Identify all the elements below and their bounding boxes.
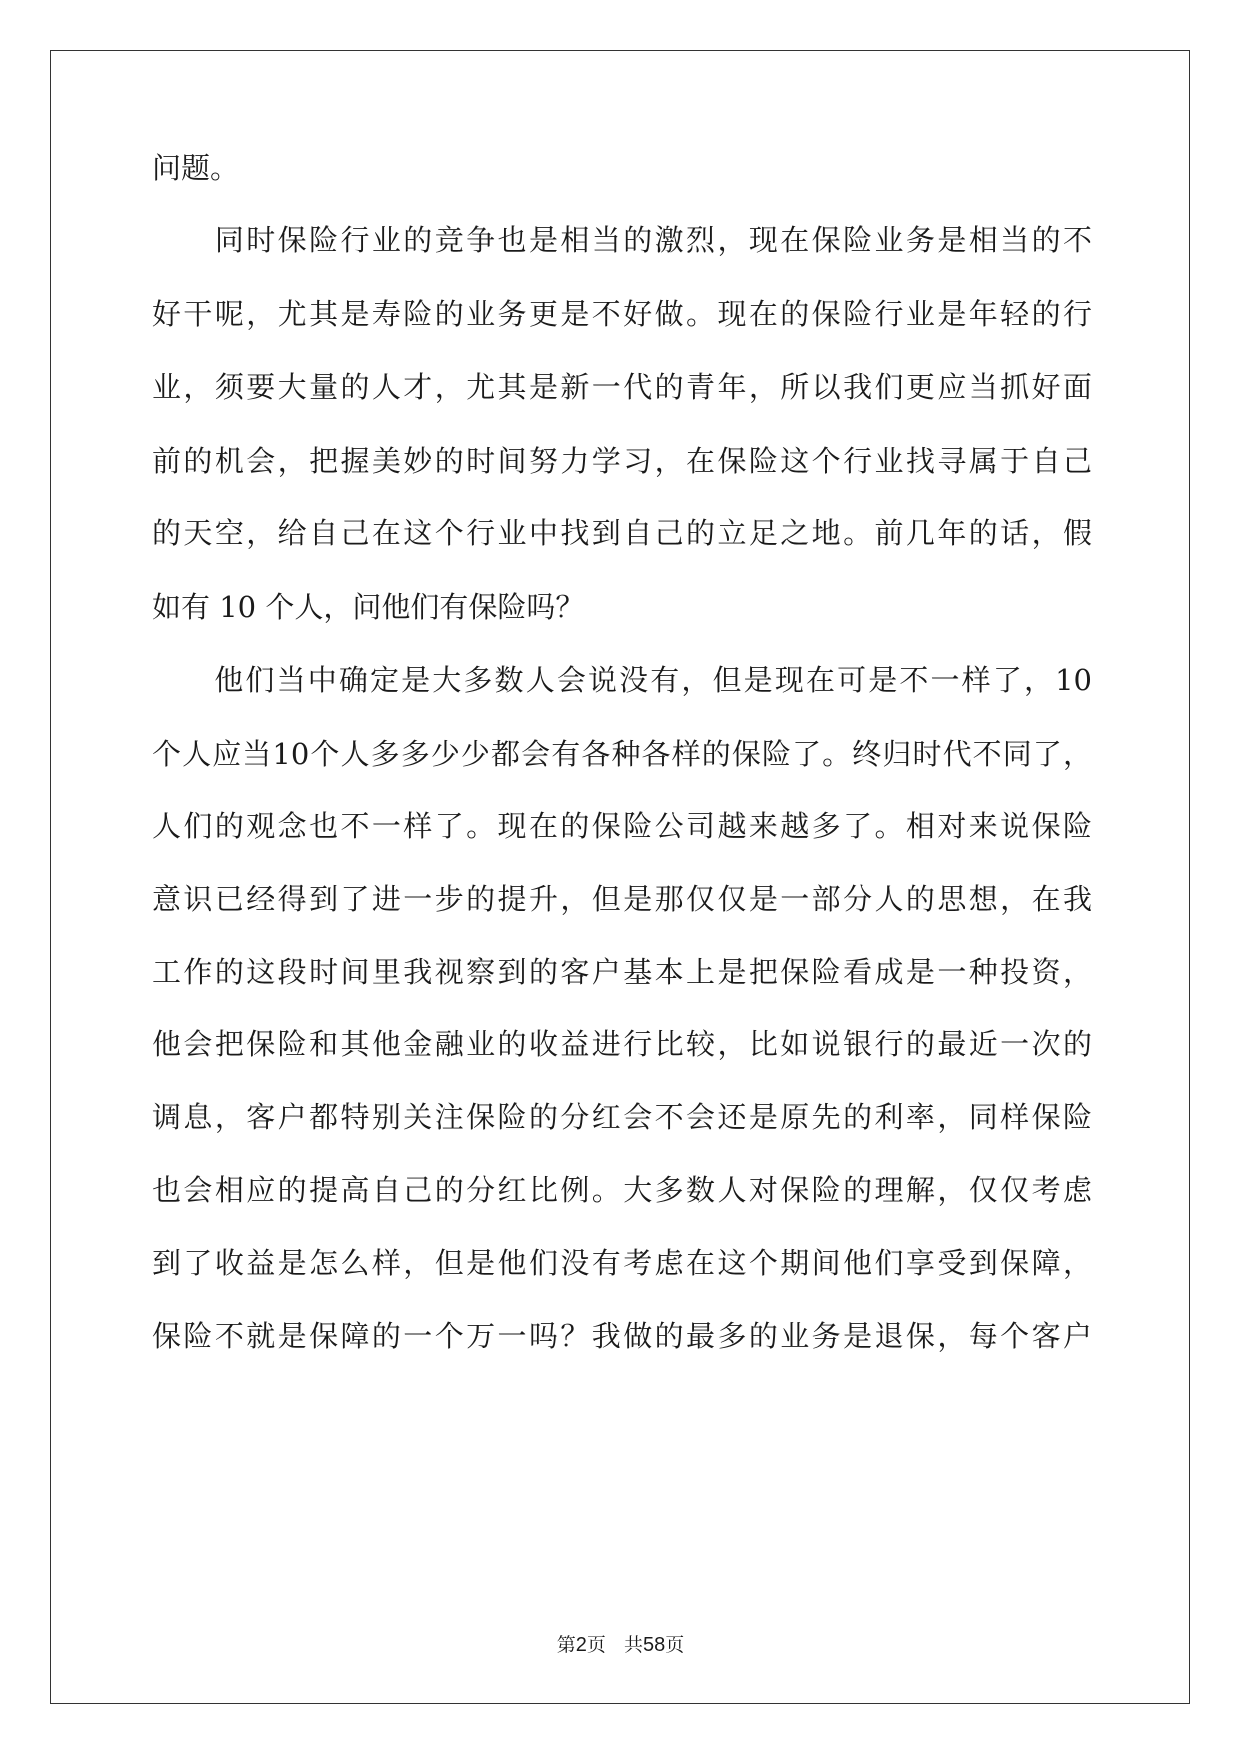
text-line: 问题。 (152, 151, 240, 185)
footer-prefix: 第 (556, 1634, 576, 1656)
text-line: 个人应当10个人多多少少都会有各种各样的保险了。终归时代不同了， (152, 737, 1092, 771)
text-line: 他会把保险和其他金融业的收益进行比较，比如说银行的最近一次的 (152, 1027, 1092, 1061)
footer-total-prefix: 共 (624, 1634, 644, 1656)
text-line: 保险不就是保障的一个万一吗？我做的最多的业务是退保，每个客户 (152, 1319, 1092, 1353)
footer-page-suffix: 页 (586, 1634, 606, 1656)
text-line: 的天空，给自己在这个行业中找到自己的立足之地。前几年的话，假 (152, 516, 1092, 550)
text-line: 工作的这段时间里我视察到的客户基本上是把保险看成是一种投资， (152, 955, 1092, 989)
text-line: 调息，客户都特别关注保险的分红会不会还是原先的利率，同样保险 (152, 1100, 1092, 1134)
text-line: 也会相应的提高自己的分红比例。大多数人对保险的理解，仅仅考虑 (152, 1173, 1092, 1207)
footer-page-number: 2 (575, 1634, 587, 1656)
text-line: 如有 10 个人，问他们有保险吗？ (152, 590, 585, 624)
text-line: 他们当中确定是大多数人会说没有，但是现在可是不一样了，10 (152, 663, 1092, 697)
text-line: 业，须要大量的人才，尤其是新一代的青年，所以我们更应当抓好面 (152, 370, 1092, 404)
page-footer (0, 1630, 1241, 1657)
text-line: 好干呢，尤其是寿险的业务更是不好做。现在的保险行业是年轻的行 (152, 297, 1092, 331)
footer-total-suffix: 页 (665, 1634, 685, 1656)
text-line: 到了收益是怎么样，但是他们没有考虑在这个期间他们享受到保障， (152, 1246, 1092, 1280)
text-line: 同时保险行业的竞争也是相当的激烈，现在保险业务是相当的不 (152, 223, 1092, 257)
text-line: 人们的观念也不一样了。现在的保险公司越来越多了。相对来说保险 (152, 809, 1092, 843)
footer-total-pages: 58 (643, 1634, 666, 1656)
text-line: 前的机会，把握美妙的时间努力学习，在保险这个行业找寻属于自己 (152, 444, 1092, 478)
text-line: 意识已经得到了进一步的提升，但是那仅仅是一部分人的思想，在我 (152, 882, 1092, 916)
